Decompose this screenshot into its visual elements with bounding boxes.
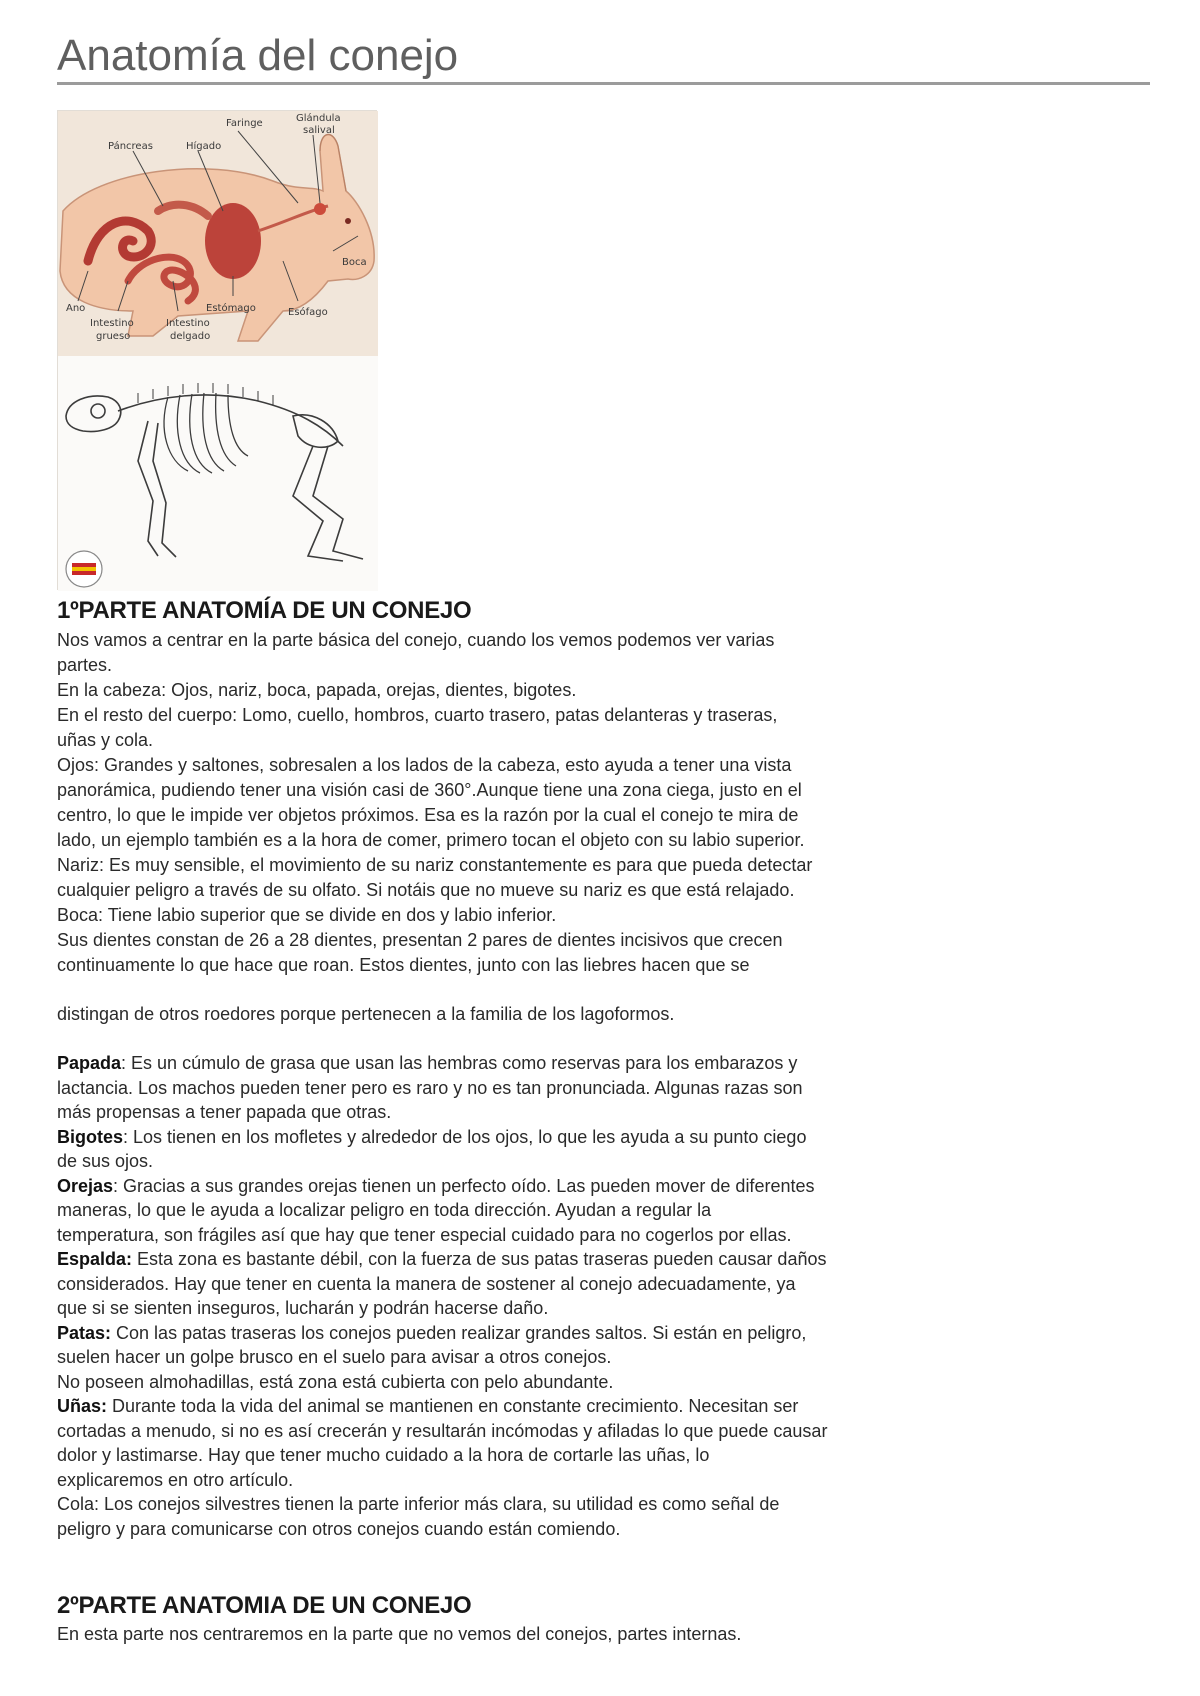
paragraph-part1-line xyxy=(57,1468,293,1492)
line-text: centro, lo que le impide ver objetos próximos. Esa es la razón por la cual el conejo te mira de xyxy=(57,805,799,825)
label-higado: Hígado xyxy=(186,141,222,152)
label-salival: salival xyxy=(303,125,335,136)
line-text: En el resto del cuerpo: Lomo, cuello, hombros, cuarto trasero, patas delanteras y traseras, xyxy=(57,705,778,725)
paragraph-part1-line xyxy=(57,628,774,652)
paragraph-part1-line xyxy=(57,1125,806,1149)
term-label: Espalda: xyxy=(57,1249,133,1269)
line-text: más propensas a tener papada que otras. xyxy=(57,1102,392,1122)
line-text: No poseen almohadillas, está zona está cubierta con pelo abundante. xyxy=(57,1372,614,1392)
paragraph-part1-line xyxy=(57,1149,153,1173)
section-heading-part-2: 2ºPARTE ANATOMIA DE UN CONEJO xyxy=(57,1592,472,1619)
label-glandula: Glándula xyxy=(296,113,341,124)
line-text: Sus dientes constan de 26 a 28 dientes, presentan 2 pares de dientes incisivos que crecen xyxy=(57,930,783,950)
line-text: temperatura, son frágiles así que hay que tener especial cuidado para no cogerlos por ellas. xyxy=(57,1225,792,1245)
paragraph-part1-line xyxy=(57,878,794,902)
line-text: suelen hacer un golpe brusco en el suelo para avisar a otros conejos. xyxy=(57,1347,612,1367)
anatomy-illustration xyxy=(58,111,378,591)
line-text: Nariz: Es muy sensible, el movimiento de su nariz constantemente es para que pueda detectar xyxy=(57,855,813,875)
paragraph-part1-line xyxy=(57,928,782,952)
line-text: dolor y lastimarse. Hay que tener mucho cuidado a la hora de cortarle las uñas, lo xyxy=(57,1445,710,1465)
label-esofago: Esófago xyxy=(288,307,328,318)
line-text: En la cabeza: Ojos, nariz, boca, papada, orejas, dientes, bigotes. xyxy=(57,680,577,700)
paragraph-part1-line xyxy=(57,753,791,777)
title-underline xyxy=(57,82,1150,85)
line-text: explicaremos en otro artículo. xyxy=(57,1470,294,1490)
term-label: Bigotes xyxy=(57,1127,124,1147)
paragraph-part1-line xyxy=(57,1345,611,1369)
paragraph-part1-line xyxy=(57,1247,826,1271)
paragraph-part1-line xyxy=(57,1198,711,1222)
paragraph-part1-line xyxy=(57,1394,798,1418)
line-text: que si se sienten inseguros, lucharán y podrán hacerse daño. xyxy=(57,1298,549,1318)
paragraph-part1-line xyxy=(57,653,112,677)
line-text: considerados. Hay que tener en cuenta la manera de sostener al conejo adecuadamente, ya xyxy=(57,1274,796,1294)
line-text: Boca: Tiene labio superior que se divide en dos y labio inferior. xyxy=(57,905,557,925)
paragraph-part1-line xyxy=(57,853,812,877)
line-text: Ojos: Grandes y saltones, sobresalen a los lados de la cabeza, esto ayuda a tener una vista xyxy=(57,755,792,775)
rabbit-anatomy-figure xyxy=(57,110,377,590)
paragraph-part1-line xyxy=(57,1296,548,1320)
line-text: Durante toda la vida del animal se mantienen en constante crecimiento. Necesitan ser xyxy=(107,1396,799,1416)
line-text: Nos vamos a centrar en la parte básica del conejo, cuando los vemos podemos ver varias xyxy=(57,630,775,650)
paragraph-part2-line xyxy=(57,1622,741,1646)
paragraph-part1-line xyxy=(57,1051,797,1075)
line-text: partes. xyxy=(57,655,113,675)
rabbit-skeleton-drawing xyxy=(58,356,378,591)
paragraph-part1-line xyxy=(57,678,576,702)
paragraph-part1-line xyxy=(57,1174,814,1198)
section-heading-part-1: 1ºPARTE ANATOMÍA DE UN CONEJO xyxy=(57,597,472,624)
line-text: distingan de otros roedores porque pertenecen a la familia de los lagoformos. xyxy=(57,1004,675,1024)
line-text: : Gracias a sus grandes orejas tienen un perfecto oído. Las pueden mover de diferentes xyxy=(113,1176,815,1196)
line-text: de sus ojos. xyxy=(57,1151,154,1171)
term-label: Uñas: xyxy=(57,1396,108,1416)
paragraph-part1-line xyxy=(57,1517,620,1541)
line-text: lado, un ejemplo también es a la hora de comer, primero tocan el objeto con su labio superior. xyxy=(57,830,805,850)
label-estomago: Estómago xyxy=(206,303,256,314)
paragraph-part1-line xyxy=(57,1443,709,1467)
line-text: maneras, lo que le ayuda a localizar peligro en toda dirección. Ayudan a regular la xyxy=(57,1200,712,1220)
line-text: Cola: Los conejos silvestres tienen la parte inferior más clara, su utilidad es como señal de xyxy=(57,1494,780,1514)
label-boca: Boca xyxy=(342,257,367,268)
paragraph-part1-line xyxy=(57,1100,391,1124)
stamp-logo xyxy=(66,551,102,587)
term-label: Orejas xyxy=(57,1176,114,1196)
page-title: Anatomía del conejo xyxy=(57,31,459,80)
term-label: Papada xyxy=(57,1053,122,1073)
paragraph-part1-line xyxy=(57,1002,674,1026)
line-text: panorámica, pudiendo tener una visión casi de 360°.Aunque tiene una zona ciega, justo en el xyxy=(57,780,802,800)
paragraph-part1-line xyxy=(57,1223,791,1247)
paragraph-part1-line xyxy=(57,803,798,827)
line-text: Con las patas traseras los conejos pueden realizar grandes saltos. Si están en peligro, xyxy=(111,1323,807,1343)
paragraph-part1-line xyxy=(57,1321,806,1345)
paragraph-part1-line xyxy=(57,1370,613,1394)
line-text: : Es un cúmulo de grasa que usan las hembras como reservas para los embarazos y xyxy=(121,1053,798,1073)
label-intestino-delgado-1: Intestino xyxy=(166,318,210,329)
line-text: Esta zona es bastante débil, con la fuerza de sus patas traseras pueden causar daños xyxy=(132,1249,827,1269)
term-label: Patas: xyxy=(57,1323,112,1343)
label-intestino-delgado-2: delgado xyxy=(170,331,211,342)
line-text: peligro y para comunicarse con otros conejos cuando están comiendo. xyxy=(57,1519,621,1539)
label-pancreas: Páncreas xyxy=(108,141,153,152)
paragraph-part1-line xyxy=(57,703,777,727)
paragraph-part1-line xyxy=(57,778,802,802)
label-intestino-grueso-1: Intestino xyxy=(90,318,134,329)
line-text: En esta parte nos centraremos en la parte que no vemos del conejos, partes internas. xyxy=(57,1624,742,1644)
line-text: : Los tienen en los mofletes y alrededor de los ojos, lo que les ayuda a su punto ciego xyxy=(123,1127,807,1147)
line-text: continuamente lo que hace que roan. Estos dientes, junto con las liebres hacen que se xyxy=(57,955,750,975)
paragraph-part1-line xyxy=(57,828,804,852)
line-text: uñas y cola. xyxy=(57,730,154,750)
label-intestino-grueso-2: grueso xyxy=(96,331,131,342)
label-faringe: Faringe xyxy=(226,118,263,129)
paragraph-part1-line xyxy=(57,1076,802,1100)
label-ano: Ano xyxy=(66,303,86,314)
line-text: cualquier peligro a través de su olfato. Si notáis que no mueve su nariz es que está relajado. xyxy=(57,880,795,900)
paragraph-part1-line xyxy=(57,728,153,752)
paragraph-part1-line xyxy=(57,1419,827,1443)
paragraph-part1-line xyxy=(57,903,556,927)
paragraph-part1-line xyxy=(57,953,749,977)
paragraph-part1-line xyxy=(57,1272,795,1296)
paragraph-part1-line xyxy=(57,1492,779,1516)
line-text: cortadas a menudo, si no es así crecerán y resultarán incómodas y afiladas lo que puede causar xyxy=(57,1421,828,1441)
line-text: lactancia. Los machos pueden tener pero es raro y no es tan pronunciada. Algunas razas son xyxy=(57,1078,803,1098)
